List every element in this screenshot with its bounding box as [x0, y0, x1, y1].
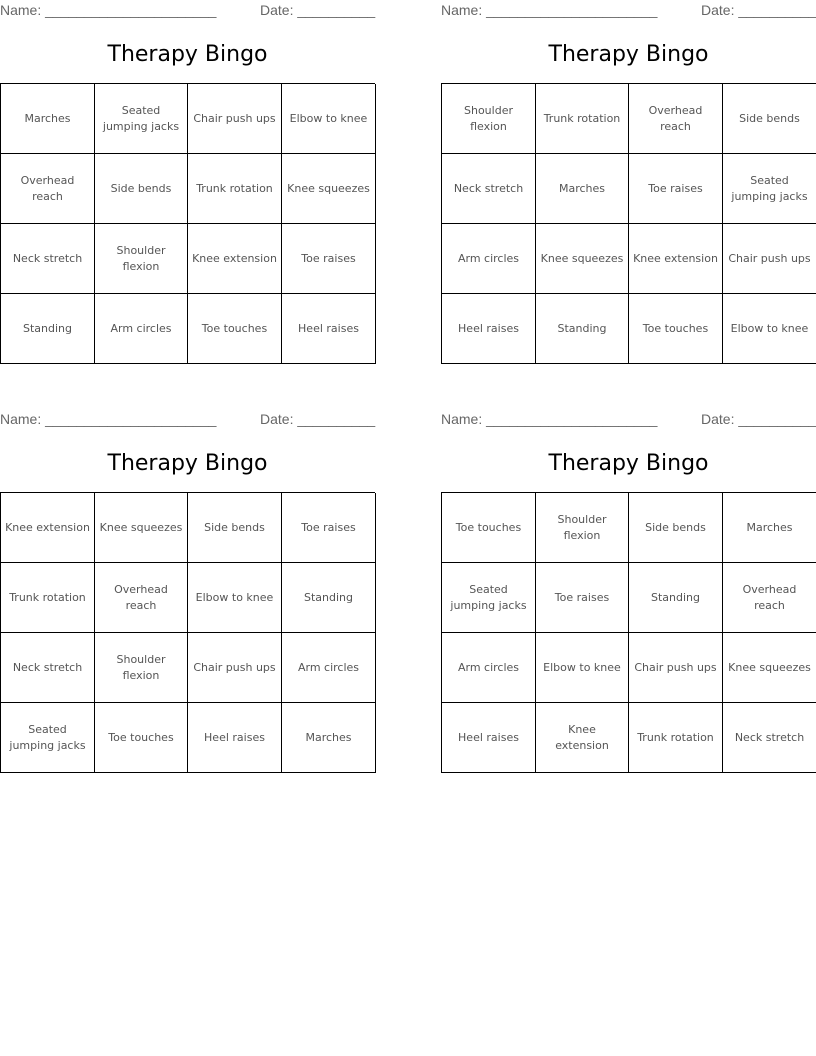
bingo-cell: Neck stretch — [442, 154, 536, 224]
bingo-cell: Elbow to knee — [536, 633, 629, 703]
bingo-cell: Chair push ups — [188, 84, 282, 154]
bingo-cell: Marches — [536, 154, 629, 224]
bingo-cell: Standing — [629, 563, 723, 633]
bingo-cell: Toe touches — [188, 294, 282, 364]
bingo-cell: Overhead reach — [1, 154, 95, 224]
bingo-cell: Trunk rotation — [1, 563, 95, 633]
bingo-card — [441, 409, 816, 784]
bingo-cell: Chair push ups — [723, 224, 816, 294]
bingo-cell: Knee extension — [1, 493, 95, 563]
bingo-cell: Marches — [1, 84, 95, 154]
bingo-cell: Trunk rotation — [188, 154, 282, 224]
bingo-cell: Toe touches — [95, 703, 188, 773]
bingo-cell: Neck stretch — [1, 633, 95, 703]
bingo-cell: Neck stretch — [1, 224, 95, 294]
bingo-card — [0, 409, 375, 784]
bingo-cell: Knee squeezes — [723, 633, 816, 703]
bingo-cell: Toe touches — [629, 294, 723, 364]
bingo-cell: Standing — [536, 294, 629, 364]
card-title: Therapy Bingo — [548, 42, 709, 67]
bingo-cell: Overhead reach — [95, 563, 188, 633]
bingo-cell: Side bends — [95, 154, 188, 224]
bingo-cell: Overhead reach — [629, 84, 723, 154]
bingo-cell: Knee squeezes — [536, 224, 629, 294]
bingo-card — [0, 0, 375, 375]
bingo-cell: Seated jumping jacks — [95, 84, 188, 154]
bingo-cell: Knee squeezes — [95, 493, 188, 563]
bingo-cell: Elbow to knee — [188, 563, 282, 633]
date-field-label: Date: __________ — [260, 2, 376, 18]
bingo-cell: Toe raises — [282, 224, 376, 294]
bingo-cell: Marches — [723, 493, 816, 563]
bingo-grid — [441, 492, 816, 773]
bingo-cell: Toe touches — [442, 493, 536, 563]
bingo-cell: Overhead reach — [723, 563, 816, 633]
bingo-cell: Heel raises — [442, 294, 536, 364]
bingo-grid — [0, 492, 375, 773]
name-field-label: Name: ______________________ — [0, 411, 217, 427]
name-field-label: Name: ______________________ — [441, 411, 658, 427]
bingo-cell: Side bends — [188, 493, 282, 563]
bingo-cell: Seated jumping jacks — [723, 154, 816, 224]
bingo-cell: Neck stretch — [723, 703, 816, 773]
bingo-cell: Elbow to knee — [723, 294, 816, 364]
bingo-cell: Standing — [1, 294, 95, 364]
bingo-cell: Shoulder flexion — [442, 84, 536, 154]
bingo-cell: Arm circles — [442, 633, 536, 703]
bingo-cell: Shoulder flexion — [536, 493, 629, 563]
name-field-label: Name: ______________________ — [0, 2, 217, 18]
card-title: Therapy Bingo — [107, 42, 268, 67]
bingo-cell: Arm circles — [282, 633, 376, 703]
bingo-cell: Elbow to knee — [282, 84, 376, 154]
date-field-label: Date: __________ — [701, 411, 816, 427]
date-field-label: Date: __________ — [260, 411, 376, 427]
bingo-cell: Shoulder flexion — [95, 633, 188, 703]
bingo-cell: Heel raises — [188, 703, 282, 773]
bingo-cell: Side bends — [723, 84, 816, 154]
bingo-grid — [0, 83, 375, 364]
bingo-cell: Knee extension — [629, 224, 723, 294]
bingo-cell: Toe raises — [536, 563, 629, 633]
bingo-cell: Seated jumping jacks — [442, 563, 536, 633]
bingo-cell: Standing — [282, 563, 376, 633]
card-title: Therapy Bingo — [548, 451, 709, 476]
bingo-cell: Seated jumping jacks — [1, 703, 95, 773]
bingo-cell: Trunk rotation — [629, 703, 723, 773]
bingo-cell: Trunk rotation — [536, 84, 629, 154]
bingo-cell: Knee squeezes — [282, 154, 376, 224]
bingo-cell: Knee extension — [536, 703, 629, 773]
date-field-label: Date: __________ — [701, 2, 816, 18]
bingo-cell: Shoulder flexion — [95, 224, 188, 294]
bingo-cell: Arm circles — [442, 224, 536, 294]
bingo-cell: Marches — [282, 703, 376, 773]
bingo-cell: Chair push ups — [629, 633, 723, 703]
name-field-label: Name: ______________________ — [441, 2, 658, 18]
bingo-cell: Toe raises — [629, 154, 723, 224]
bingo-cell: Toe raises — [282, 493, 376, 563]
bingo-cell: Knee extension — [188, 224, 282, 294]
bingo-grid — [441, 83, 816, 364]
card-title: Therapy Bingo — [107, 451, 268, 476]
bingo-cell: Heel raises — [282, 294, 376, 364]
bingo-cell: Arm circles — [95, 294, 188, 364]
bingo-cell: Side bends — [629, 493, 723, 563]
bingo-cell: Chair push ups — [188, 633, 282, 703]
bingo-card — [441, 0, 816, 375]
bingo-cell: Heel raises — [442, 703, 536, 773]
